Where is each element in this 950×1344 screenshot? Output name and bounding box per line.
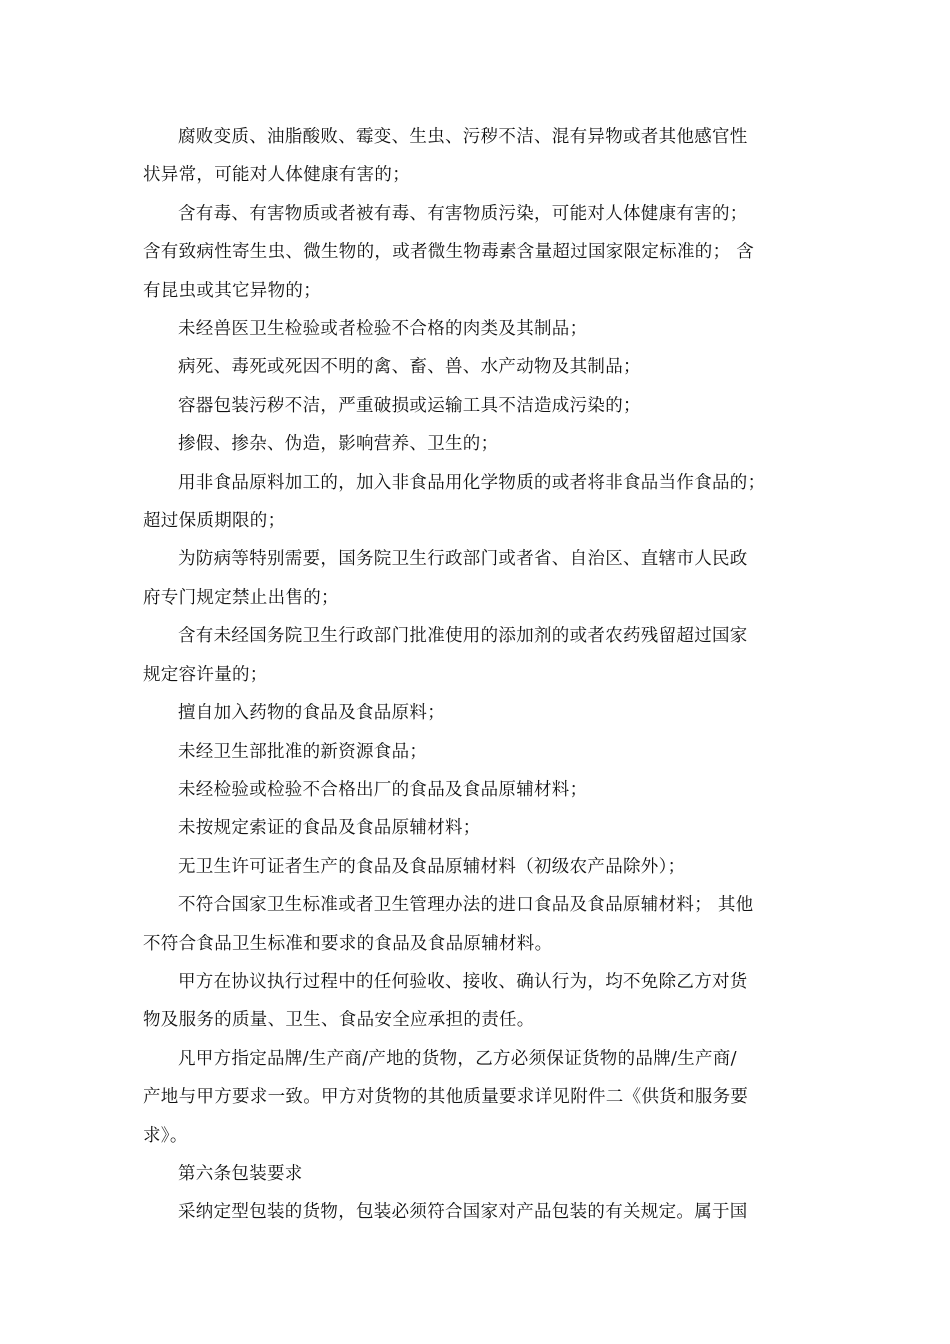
text-line: 腐败变质、油脂酸败、霉变、生虫、污秽不洁、混有异物或者其他感官性 [178,127,748,147]
text-line: 含有未经国务院卫生行政部门批准使用的添加剂的或者农药残留超过国家 [178,626,748,647]
paragraph-no-certificate [143,809,815,847]
text-line: 第六条包装要求 [178,1163,303,1184]
text-line: 府专门规定禁止出售的； [143,587,339,608]
paragraph-non-food-material [143,464,815,541]
paragraph-no-hygiene-license [143,848,815,886]
text-line: 采纳定型包装的货物，包装必须符合国家对产品包装的有关规定。属于国 [178,1202,748,1223]
text-line: 甲方在协议执行过程中的任何验收、接收、确认行为，均不免除乙方对货 [178,971,748,992]
text-line: 状异常，可能对人体健康有害的； [143,165,410,186]
text-line: 含有毒、有害物质或者被有毒、有害物质污染，可能对人体健康有害的； [178,203,748,224]
text-line: 擅自加入药物的食品及食品原料； [178,703,445,724]
text-line: 掺假、掺杂、伪造，影响营养、卫生的； [178,434,499,455]
text-line: 产地与甲方要求一致。甲方对货物的其他质量要求详见附件二《供货和服务要 [143,1087,749,1108]
paragraph-acceptance-liability [143,963,815,1040]
section-heading-packaging [143,1155,815,1193]
text-line: 病死、毒死或死因不明的禽、畜、兽、水产动物及其制品； [178,357,641,378]
paragraph-packaging-standard [143,1193,815,1231]
text-line: 求》。 [143,1125,188,1146]
text-line: 为防病等特别需要，国务院卫生行政部门或者省、自治区、直辖市人民政 [178,549,748,570]
text-line: 未经检验或检验不合格出厂的食品及食品原辅材料； [178,779,588,800]
text-line: 规定容许量的； [143,664,268,685]
text-line: 用非食品原料加工的，加入非食品用化学物质的或者将非食品当作食品的； [178,472,766,493]
text-line: 凡甲方指定品牌/生产商/产地的货物，乙方必须保证货物的品牌/生产商/ [178,1048,737,1069]
text-line: 含有致病性寄生虫、微生物的，或者微生物毒素含量超过国家限定标准的； 含 [143,242,755,263]
text-line: 未经卫生部批准的新资源食品； [178,741,428,762]
paragraph-brand-requirement [143,1040,815,1155]
document-body [143,118,815,1232]
text-line: 物及服务的质量、卫生、食品安全应承担的责任。 [143,1010,535,1031]
paragraph-new-resource-food [143,733,815,771]
text-line: 未按规定索证的食品及食品原辅材料； [178,818,481,839]
paragraph-spoiled-food [143,118,815,195]
paragraph-adulteration [143,425,815,463]
text-line: 超过保质期限的； [143,511,286,532]
text-line: 无卫生许可证者生产的食品及食品原辅材料（初级农产品除外）； [178,856,686,877]
text-line: 不符合国家卫生标准或者卫生管理办法的进口食品及食品原辅材料； 其他 [178,895,754,916]
paragraph-imported-food [143,886,815,963]
paragraph-toxic-substances [143,195,815,310]
text-line: 有昆虫或其它异物的； [143,280,321,301]
paragraph-drugs-added [143,694,815,732]
paragraph-dead-animals [143,348,815,386]
paragraph-meat-inspection [143,310,815,348]
paragraph-uninspected [143,771,815,809]
text-line: 不符合食品卫生标准和要求的食品及食品原辅材料。 [143,933,553,954]
text-line: 容器包装污秽不洁，严重破损或运输工具不洁造成污染的； [178,395,641,416]
paragraph-additives [143,617,815,694]
paragraph-disease-prevention [143,540,815,617]
text-line: 未经兽医卫生检验或者检验不合格的肉类及其制品； [178,319,588,340]
paragraph-packaging-dirty [143,387,815,425]
